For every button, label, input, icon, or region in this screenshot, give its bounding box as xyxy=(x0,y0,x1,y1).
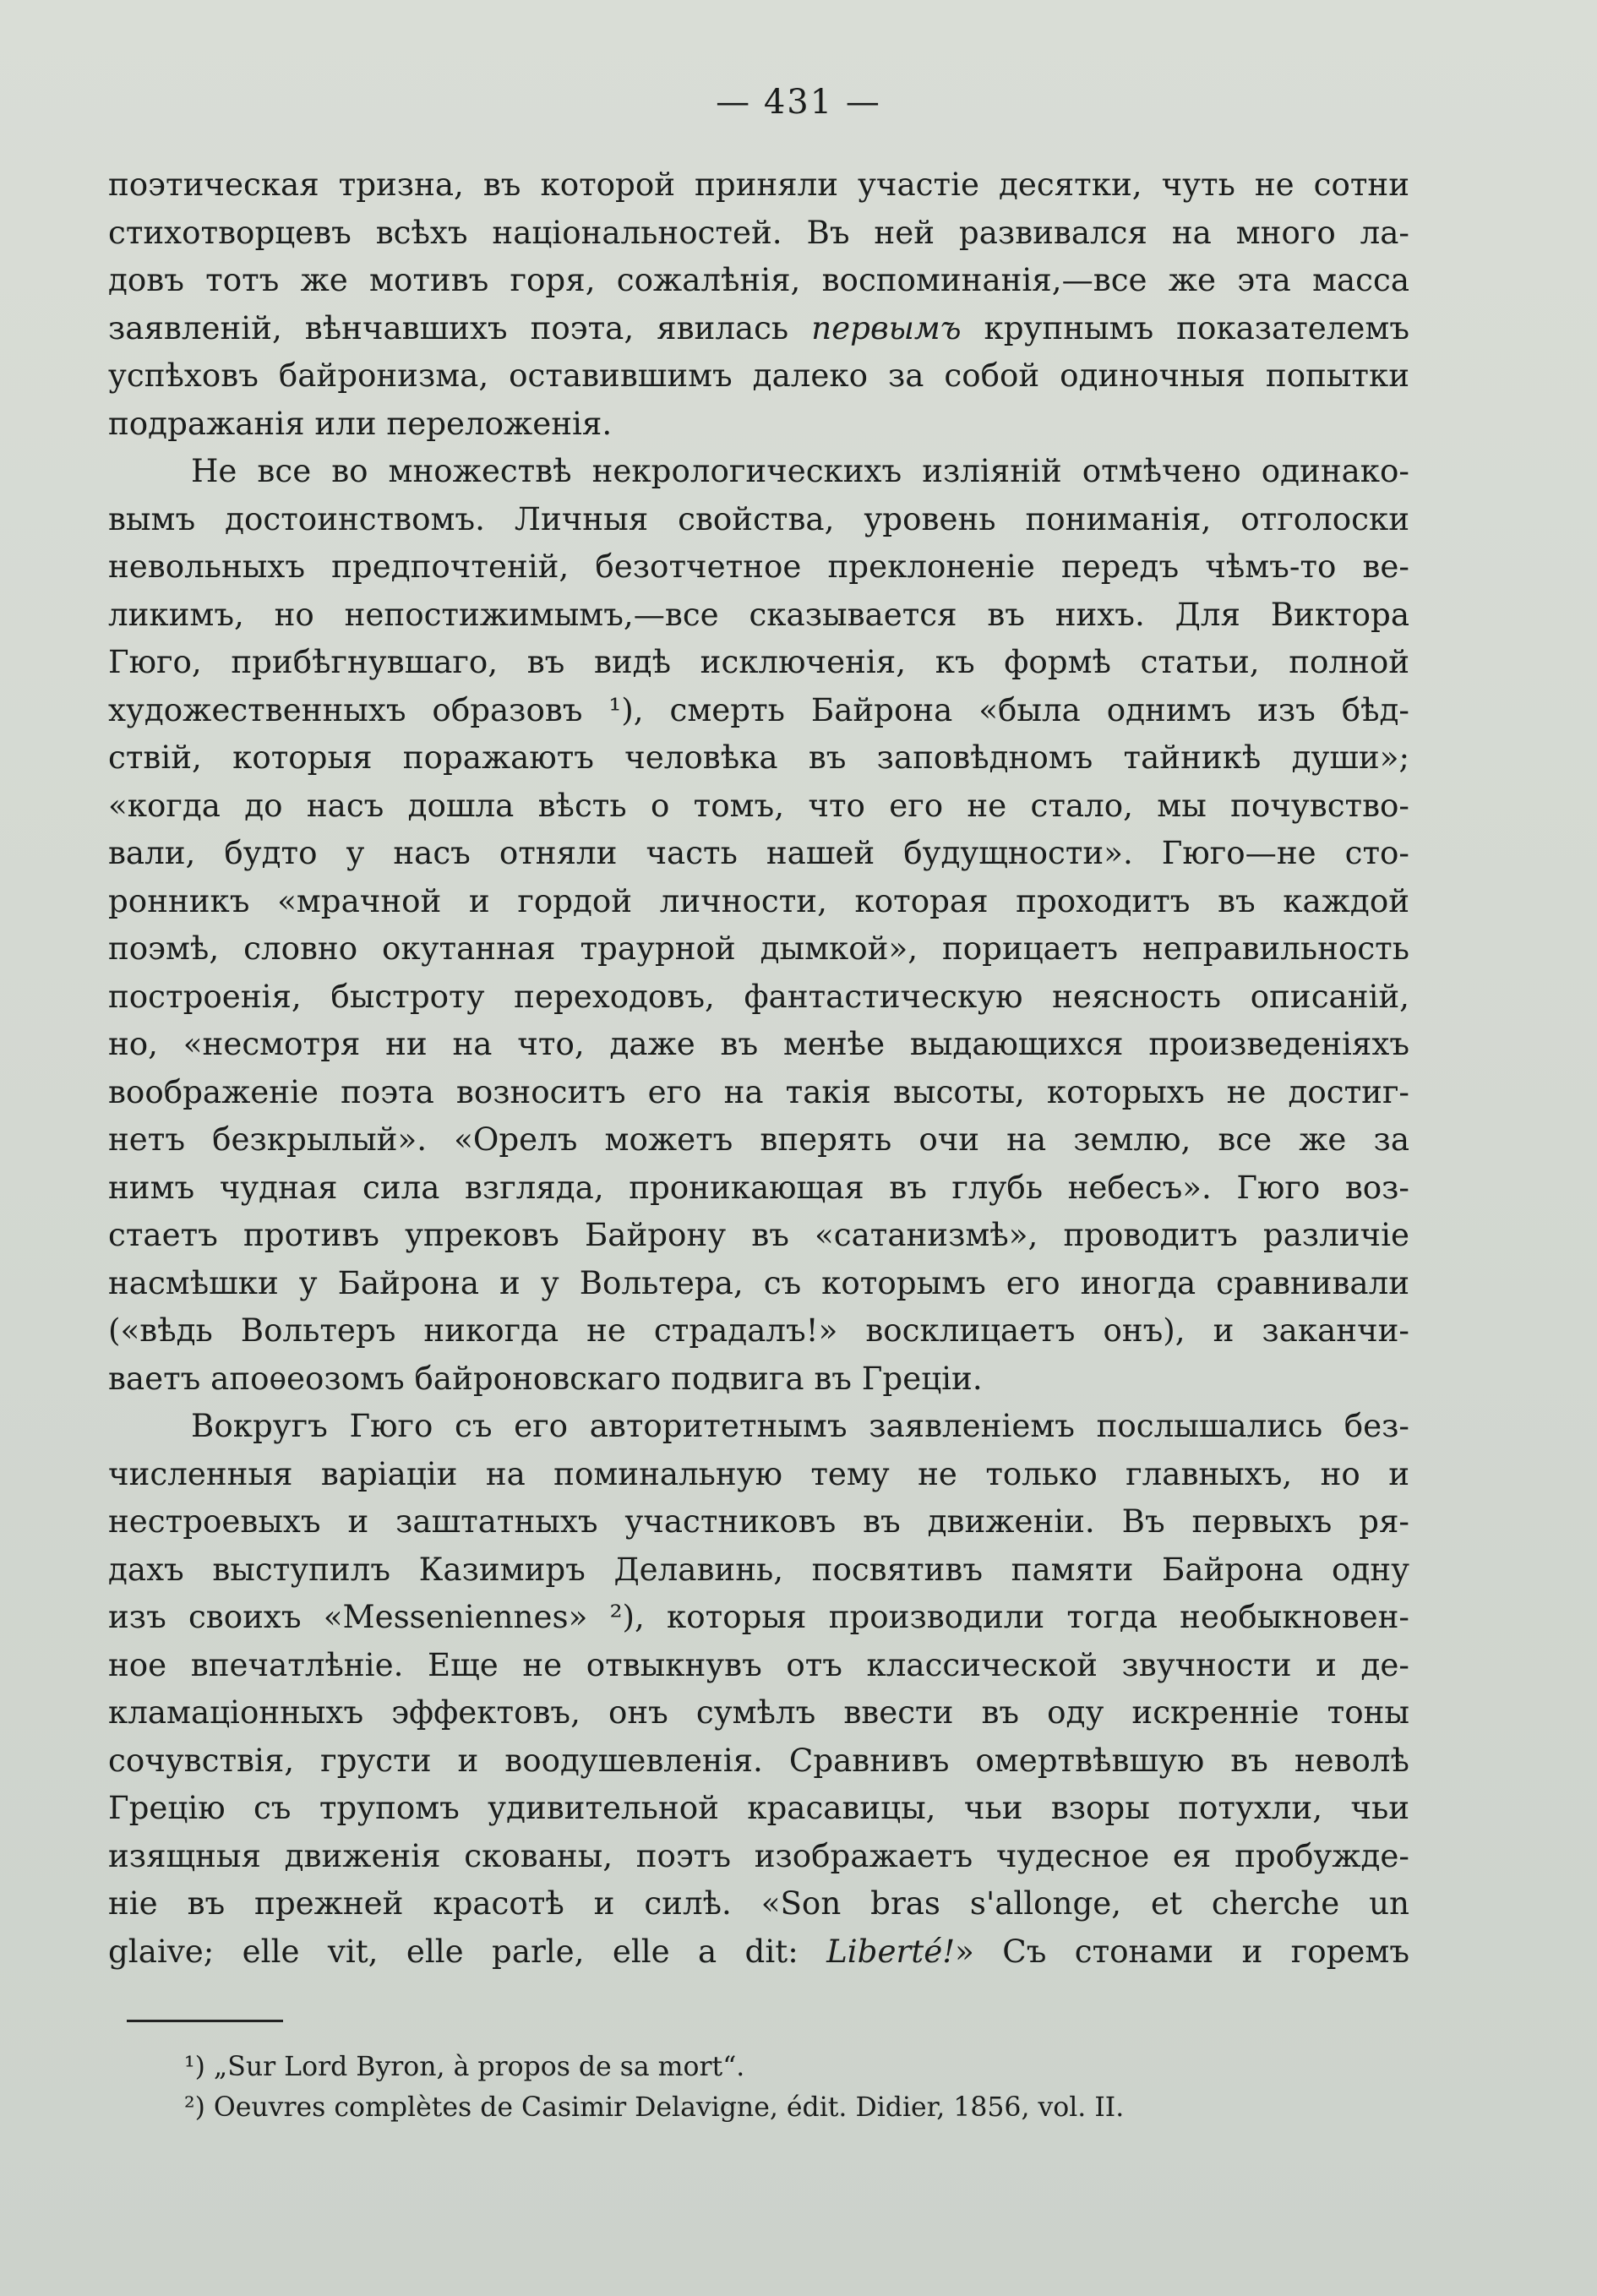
text-line: нимъ чудная сила взгляда, проникающая въ глубь небесъ». Гюго воз- xyxy=(108,1168,1409,1206)
text-line: стаетъ противъ упрековъ Байрону въ «сатанизмѣ», проводитъ различіе xyxy=(108,1216,1409,1253)
text-line: «когда до насъ дошла вѣсть о томъ, что его не стало, мы почувство- xyxy=(108,786,1409,824)
text-line: но, «несмотря ни на что, даже въ менѣе выдающихся произведеніяхъ xyxy=(108,1025,1409,1062)
text-line: успѣховъ байронизма, оставившимъ далеко за собой одиночныя попытки xyxy=(108,357,1409,394)
text-line: довъ тотъ же мотивъ горя, сожалѣнія, воспоминанія,—все же эта масса xyxy=(108,261,1409,298)
text-line: вали, будто у насъ отняли часть нашей будущности». Гюго—не сто- xyxy=(108,834,1409,871)
text-line: невольныхъ предпочтеній, безотчетное преклоненіе передъ чѣмъ-то ве- xyxy=(108,548,1409,585)
text-line: нестроевыхъ и заштатныхъ участниковъ въ движеніи. Въ первыхъ ря- xyxy=(108,1502,1409,1540)
emphasized-word: Liberté! xyxy=(826,1932,956,1970)
text-line: поэтическая тризна, въ которой приняли участіе десятки, чуть не сотни xyxy=(108,166,1409,203)
text-line: подражанія или переложенія. xyxy=(108,404,613,442)
footnote-1: ¹) „Sur Lord Byron, à propos de sa mort“. xyxy=(184,2052,745,2082)
text-line: сочувствія, грусти и воодушевленія. Сравнивъ омертвѣвшую въ неволѣ xyxy=(108,1741,1409,1779)
text-line: изъ своихъ «Messeniennes» ²), которыя производили тогда необыкновен- xyxy=(108,1598,1409,1635)
paragraph-3 xyxy=(108,1402,1409,1975)
text-line: ваетъ апоѳеозомъ байроновскаго подвига въ Греціи. xyxy=(108,1359,983,1397)
emphasized-word: первымъ xyxy=(811,308,962,346)
paragraph-1 xyxy=(108,161,1409,447)
text-line: нетъ безкрылый». «Орелъ можетъ вперять очи на землю, все же за xyxy=(108,1121,1409,1158)
page-number: — 431 — xyxy=(716,83,881,122)
text-line: заявленій, вѣнчавшихъ поэта, явилась первымъ крупнымъ показателемъ xyxy=(108,308,1409,346)
text-line: кламаціонныхъ эффектовъ, онъ сумѣлъ ввести въ оду искренніе тоны xyxy=(108,1693,1409,1731)
text-line: ликимъ, но непостижимымъ,—все сказывается въ нихъ. Для Виктора xyxy=(108,595,1409,633)
text-line: ніе въ прежней красотѣ и силѣ. «Son bras s'allonge, et cherche un xyxy=(108,1884,1409,1922)
text-line: поэмѣ, словно окутанная траурной дымкой», порицаетъ неправильность xyxy=(108,930,1409,967)
text-line: изящныя движенія скованы, поэтъ изображаетъ чудесное ея пробужде- xyxy=(108,1836,1409,1874)
text-line: ствій, которыя поражаютъ человѣка въ заповѣдномъ тайникѣ души»; xyxy=(108,739,1409,776)
text-line: Грецію съ трупомъ удивительной красавицы, чьи взоры потухли, чьи xyxy=(108,1789,1409,1826)
footnotes xyxy=(184,2047,1367,2128)
text-line: ронникъ «мрачной и гордой личности, которая проходитъ въ каждой xyxy=(108,881,1409,919)
text-line: Не все во множествѣ некрологическихъ изліяній отмѣчено одинако- xyxy=(191,452,1409,489)
text-line: стихотворцевъ всѣхъ національностей. Въ ней развивался на много ла- xyxy=(108,213,1409,251)
text-line: насмѣшки у Байрона и у Вольтера, съ которымъ его иногда сравнивали xyxy=(108,1263,1409,1301)
text-line: Вокругъ Гюго съ его авторитетнымъ заявленіемъ послышались без- xyxy=(191,1407,1409,1444)
text-line: ное впечатлѣніе. Еще не отвыкнувъ отъ классической звучности и де- xyxy=(108,1645,1409,1683)
body-text xyxy=(108,161,1409,1975)
text-line: воображеніе поэта возноситъ его на такія высоты, которыхъ не достиг- xyxy=(108,1072,1409,1110)
text-line: Гюго, прибѣгнувшаго, въ видѣ исключенія, къ формѣ статьи, полной xyxy=(108,643,1409,680)
text-line: («вѣдь Вольтеръ никогда не страдалъ!» восклицаетъ онъ), и заканчи- xyxy=(108,1312,1409,1349)
text-line: построенія, быстроту переходовъ, фантастическую неясность описаній, xyxy=(108,977,1409,1015)
footnote-divider xyxy=(127,2020,283,2022)
text-line: glaive; elle vit, elle parle, elle a dit: Liberté!» Съ стонами и горемъ xyxy=(108,1932,1409,1970)
text-line: дахъ выступилъ Казимиръ Делавинь, посвятивъ памяти Байрона одну xyxy=(108,1550,1409,1588)
paragraph-2 xyxy=(108,447,1409,1402)
text-line: вымъ достоинствомъ. Личныя свойства, уровень пониманія, отголоски xyxy=(108,499,1409,537)
footnote-2: ²) Oeuvres complètes de Casimir Delavigne, édit. Didier, 1856, vol. II. xyxy=(184,2092,1125,2123)
text-line: численныя варіаціи на поминальную тему не только главныхъ, но и xyxy=(108,1454,1409,1492)
text-line: художественныхъ образовъ ¹), смерть Байрона «была однимъ изъ бѣд- xyxy=(108,690,1409,728)
